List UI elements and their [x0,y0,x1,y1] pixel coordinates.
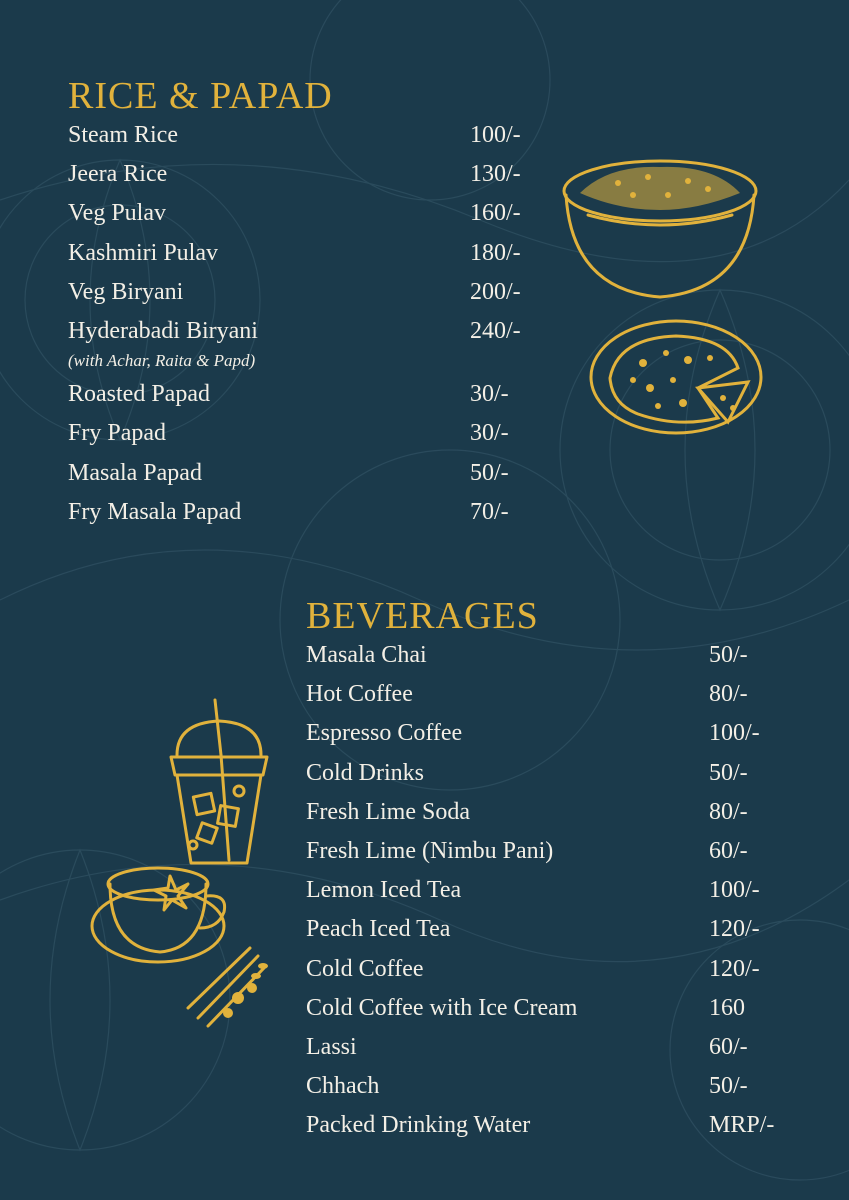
item-price: 130/- [470,161,521,188]
item-price: 30/- [470,420,509,447]
item-name: Espresso Coffee [306,720,463,747]
menu-item [306,916,806,955]
menu-item [306,681,806,720]
menu-item [306,760,806,799]
item-name: Cold Coffee [306,955,424,982]
item-price: 60/- [709,837,748,864]
menu-item [306,642,806,681]
rice-papad-title: RICE & PAPAD [68,75,333,117]
menu-item [68,420,588,459]
item-price: 100/- [709,720,760,747]
menu-item [68,381,588,420]
item-name: Kashmiri Pulav [68,239,218,266]
rice-bowl-icon [558,155,763,305]
item-price: 70/- [470,498,509,525]
biryani-note: (with Achar, Raita & Papd) [68,351,256,371]
item-price: 30/- [470,381,509,408]
item-name: Fry Papad [68,420,166,447]
item-price: 100/- [709,877,760,904]
menu-item [306,1034,806,1073]
item-name: Hyderabadi Biryani [68,317,258,344]
beverages-title: BEVERAGES [306,595,539,637]
item-price: 100/- [470,122,521,148]
item-name: Veg Pulav [68,200,166,227]
menu-item [68,318,588,357]
item-name: Veg Biryani [68,278,184,305]
item-name: Chhach [306,1073,380,1100]
item-name: Lassi [306,1033,357,1060]
menu-item [306,956,806,995]
item-price: MRP/- [709,1112,775,1139]
item-price: 60/- [709,1033,748,1060]
menu-item [68,499,588,538]
menu-item [68,279,588,318]
item-price: 120/- [709,955,760,982]
menu-item [306,1112,806,1151]
item-price: 50/- [709,759,748,786]
item-name: Lemon Iced Tea [306,877,462,904]
item-price: 80/- [709,798,748,825]
menu-item [306,995,806,1034]
menu-item [306,877,806,916]
item-price: 240/- [470,317,521,344]
menu-item [306,799,806,838]
item-name: Fresh Lime Soda [306,798,470,825]
item-name: Roasted Papad [68,381,210,408]
item-name: Fry Masala Papad [68,498,242,525]
menu-item [306,838,806,877]
iced-drink-icon [165,695,273,870]
item-price: 50/- [470,459,509,486]
item-name: Steam Rice [68,122,178,148]
item-price: 200/- [470,278,521,305]
rice-papad-section [68,74,588,538]
beverages-section [306,594,806,1151]
item-name: Cold Drinks [306,759,425,786]
item-name: Hot Coffee [306,681,413,708]
item-name: Fresh Lime (Nimbu Pani) [306,837,554,864]
menu-item [68,161,588,200]
menu-item [68,122,588,161]
item-price: 160 [709,994,745,1021]
tea-cup-icon [88,848,273,1038]
item-name: Peach Iced Tea [306,916,451,943]
menu-item [306,1073,806,1112]
item-price: 160/- [470,200,521,227]
item-name: Masala Chai [306,642,427,668]
menu-item [68,200,588,239]
item-price: 180/- [470,239,521,266]
menu-item [68,240,588,279]
item-price: 50/- [709,642,748,668]
item-price: 50/- [709,1073,748,1100]
item-price: 120/- [709,916,760,943]
item-name: Packed Drinking Water [306,1112,531,1139]
item-name: Masala Papad [68,459,202,486]
menu-item [68,460,588,499]
item-name: Jeera Rice [68,161,168,188]
pizza-icon [588,318,764,436]
item-price: 80/- [709,681,748,708]
menu-item [306,720,806,759]
item-name: Cold Coffee with Ice Cream [306,994,578,1021]
